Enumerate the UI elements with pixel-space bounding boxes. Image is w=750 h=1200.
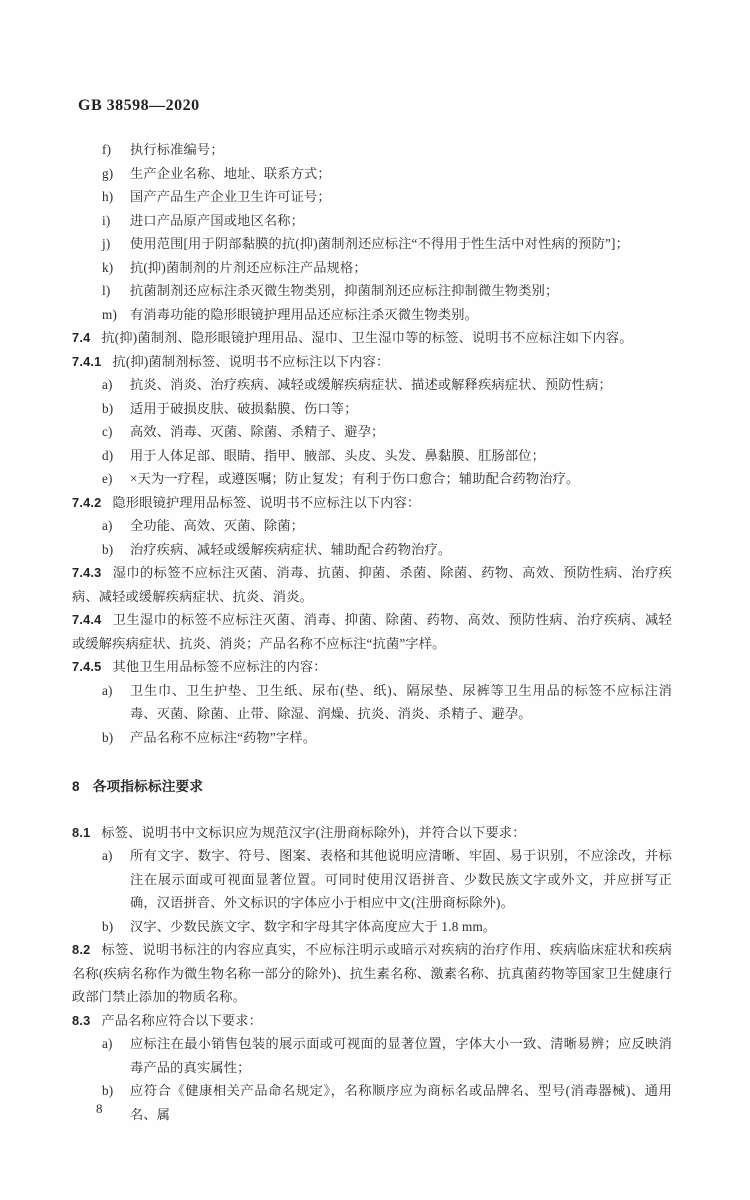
clause-8.2 [72,938,672,1009]
clause-text: 湿巾的标签不应标注灭菌、消毒、抗菌、抑菌、杀菌、除菌、药物、高效、预防性病、治疗疾病、减轻或缓解疾病症状、抗炎、消炎。 [72,565,672,604]
clause-text: 其他卫生用品标签不应标注的内容： [112,659,327,674]
list-item-text: 有消毒功能的隐形眼镜护理用品还应标注杀灭微生物类别。 [130,306,479,322]
clause-number: 8.2 [72,942,91,957]
list-item-l [72,279,672,303]
list-item-a [72,514,672,538]
list-item-a [72,844,672,915]
list-item-marker: b) [102,918,114,934]
clause-text: 产品名称应符合以下要求： [101,1012,263,1028]
list-item-k [72,256,672,280]
clause-7.4.4 [72,608,672,655]
clause-number: 7.4 [72,330,91,345]
clause-number: 7.4.3 [72,565,102,580]
list-item-marker: c) [102,424,113,439]
clause-number: 7.4.2 [72,494,102,510]
list-item-marker: i) [102,212,111,228]
list-item-marker: b) [102,1083,114,1098]
standard-number-header: GB 38598—2020 [78,97,200,114]
clause-text: 标签、说明书标注的内容应真实，不应标注明示或暗示对疾病的治疗作用、疾病临床症状和疾病名称(疾病名称作为微生物名称一部分的除外)、抗生素名称、激素名称、抗真菌药物等国家卫生健康行政部门禁止添加的物质名称。 [72,942,672,1004]
clause-number: 8 [72,779,80,794]
clause-text: 抗(抑)菌制剂、隐形眼镜护理用品、湿巾、卫生湿巾等的标签、说明书不应标注如下内容。 [101,330,633,345]
list-item-b [72,538,672,562]
list-item-marker: a) [102,518,113,533]
list-item-marker: d) [102,447,114,463]
list-item-marker: a) [102,682,113,698]
clause-number: 7.4.5 [72,659,102,674]
list-item-m [72,303,672,327]
list-item-b [72,397,672,421]
list-item-text: 进口产品原产国或地区名称； [130,212,305,228]
clause-number: 7.4.4 [72,612,102,627]
clause-7.4.5 [72,655,672,679]
clause-7.4.3 [72,561,672,608]
list-item-marker: a) [102,848,113,863]
list-item-j [72,232,672,256]
list-item-text: 治疗疾病、减轻或缓解疾病症状、辅助配合药物治疗。 [130,541,452,557]
list-item-text: 卫生巾、卫生护垫、卫生纸、尿布(垫、纸)、隔尿垫、尿裤等卫生用品的标签不应标注消毒、灭菌、除菌、止带、除湿、润燥、抗炎、消炎、杀精子、避孕。 [130,682,672,721]
list-item-marker: k) [102,259,114,275]
clause-text: 抗(抑)菌制剂标签、说明书不应标注以下内容： [112,353,390,369]
list-item-h [72,185,672,209]
list-item-b [72,1079,672,1126]
list-item-text: 应符合《健康相关产品命名规定》，名称顺序应为商标名或品牌名、型号(消毒器械)、通用名、属 [130,1083,672,1122]
list-item-text: 所有文字、数字、符号、图案、表格和其他说明应清晰、牢固、易于识别，不应涂改，并标注在展示面或可视面显著位置。可同时使用汉语拼音、少数民族文字或外文，并应拼写正确，汉语拼音、外文标识的字体应小于相应中文(注册商标除外)。 [130,848,672,910]
list-item-text: 产品名称不应标注“药物”字样。 [130,729,317,745]
clause-8.3 [72,1009,672,1033]
clause-number: 7.4.1 [72,353,102,369]
page-number: 8 [96,1101,103,1116]
clause-7.4.1 [72,350,672,374]
list-item-text: 执行标准编号； [130,142,224,157]
list-item-text: 抗(抑)菌制剂的片剂还应标注产品规格； [130,259,367,275]
clause-text: 隐形眼镜护理用品标签、说明书不应标注以下内容： [112,494,421,510]
list-item-text: 国产产品生产企业卫生许可证号； [130,189,331,204]
list-item-marker: e) [102,471,113,486]
clause-8.1 [72,821,672,845]
section-heading-text: 各项指标标注要求 [92,779,204,794]
clause-text: 标签、说明书中文标识应为规范汉字(注册商标除外)，并符合以下要求： [101,824,526,840]
list-item-b [72,915,672,939]
list-item-text: 全功能、高效、灭菌、除菌； [130,518,305,533]
list-item-marker: f) [102,142,112,157]
list-item-i [72,209,672,233]
list-item-marker: m) [102,306,118,322]
list-item-marker: j) [102,236,111,251]
list-item-c [72,420,672,444]
list-item-marker: b) [102,541,114,557]
list-item-f [72,138,672,162]
list-item-marker: a) [102,1036,113,1051]
list-item-d [72,444,672,468]
list-item-text: 高效、消毒、灭菌、除菌、杀精子、避孕； [130,424,385,439]
list-item-text: 抗炎、消炎、治疗疾病、减轻或缓解疾病症状、描述或解释疾病症状、预防性病； [130,377,612,392]
list-item-a [72,373,672,397]
list-item-marker: l) [102,283,111,298]
clause-text: 卫生湿巾的标签不应标注灭菌、消毒、抑菌、除菌、药物、高效、预防性病、治疗疾病、减轻或缓解疾病症状、抗炎、消炎；产品名称不应标注“抗菌”字样。 [72,612,672,651]
list-item-g [72,162,672,186]
list-item-text: 应标注在最小销售包装的展示面或可视面的显著位置，字体大小一致、清晰易辨；应反映消毒产品的真实属性； [130,1036,672,1075]
document-body [72,138,672,1126]
clause-number: 8.1 [72,824,91,840]
list-item-text: ×天为一疗程，或遵医嘱；防止复发；有利于伤口愈合；辅助配合药物治疗。 [130,471,580,486]
list-item-text: 适用于破损皮肤、破损黏膜、伤口等； [130,400,358,416]
clause-7.4 [72,326,672,350]
list-item-b [72,726,672,750]
section-heading-8 [72,775,672,799]
list-item-a [72,1032,672,1079]
list-item-text: 生产企业名称、地址、联系方式； [130,165,331,181]
list-item-a [72,679,672,726]
list-item-text: 用于人体足部、眼睛、指甲、腋部、头皮、头发、鼻黏膜、肛肠部位； [130,447,546,463]
list-item-e [72,467,672,491]
list-item-marker: b) [102,729,114,745]
list-item-text: 抗菌制剂还应标注杀灭微生物类别，抑菌制剂还应标注抑制微生物类别； [130,283,559,298]
list-item-text: 汉字、少数民族文字、数字和字母其字体高度应大于 1.8 mm。 [130,918,497,934]
clause-7.4.2 [72,491,672,515]
list-item-marker: h) [102,189,114,204]
clause-number: 8.3 [72,1012,91,1028]
list-item-marker: b) [102,400,114,416]
list-item-text: 使用范围[用于阴部黏膜的抗(抑)菌制剂还应标注“不得用于性生活中对性病的预防”]； [130,236,630,251]
list-item-marker: a) [102,377,113,392]
list-item-marker: g) [102,165,114,181]
